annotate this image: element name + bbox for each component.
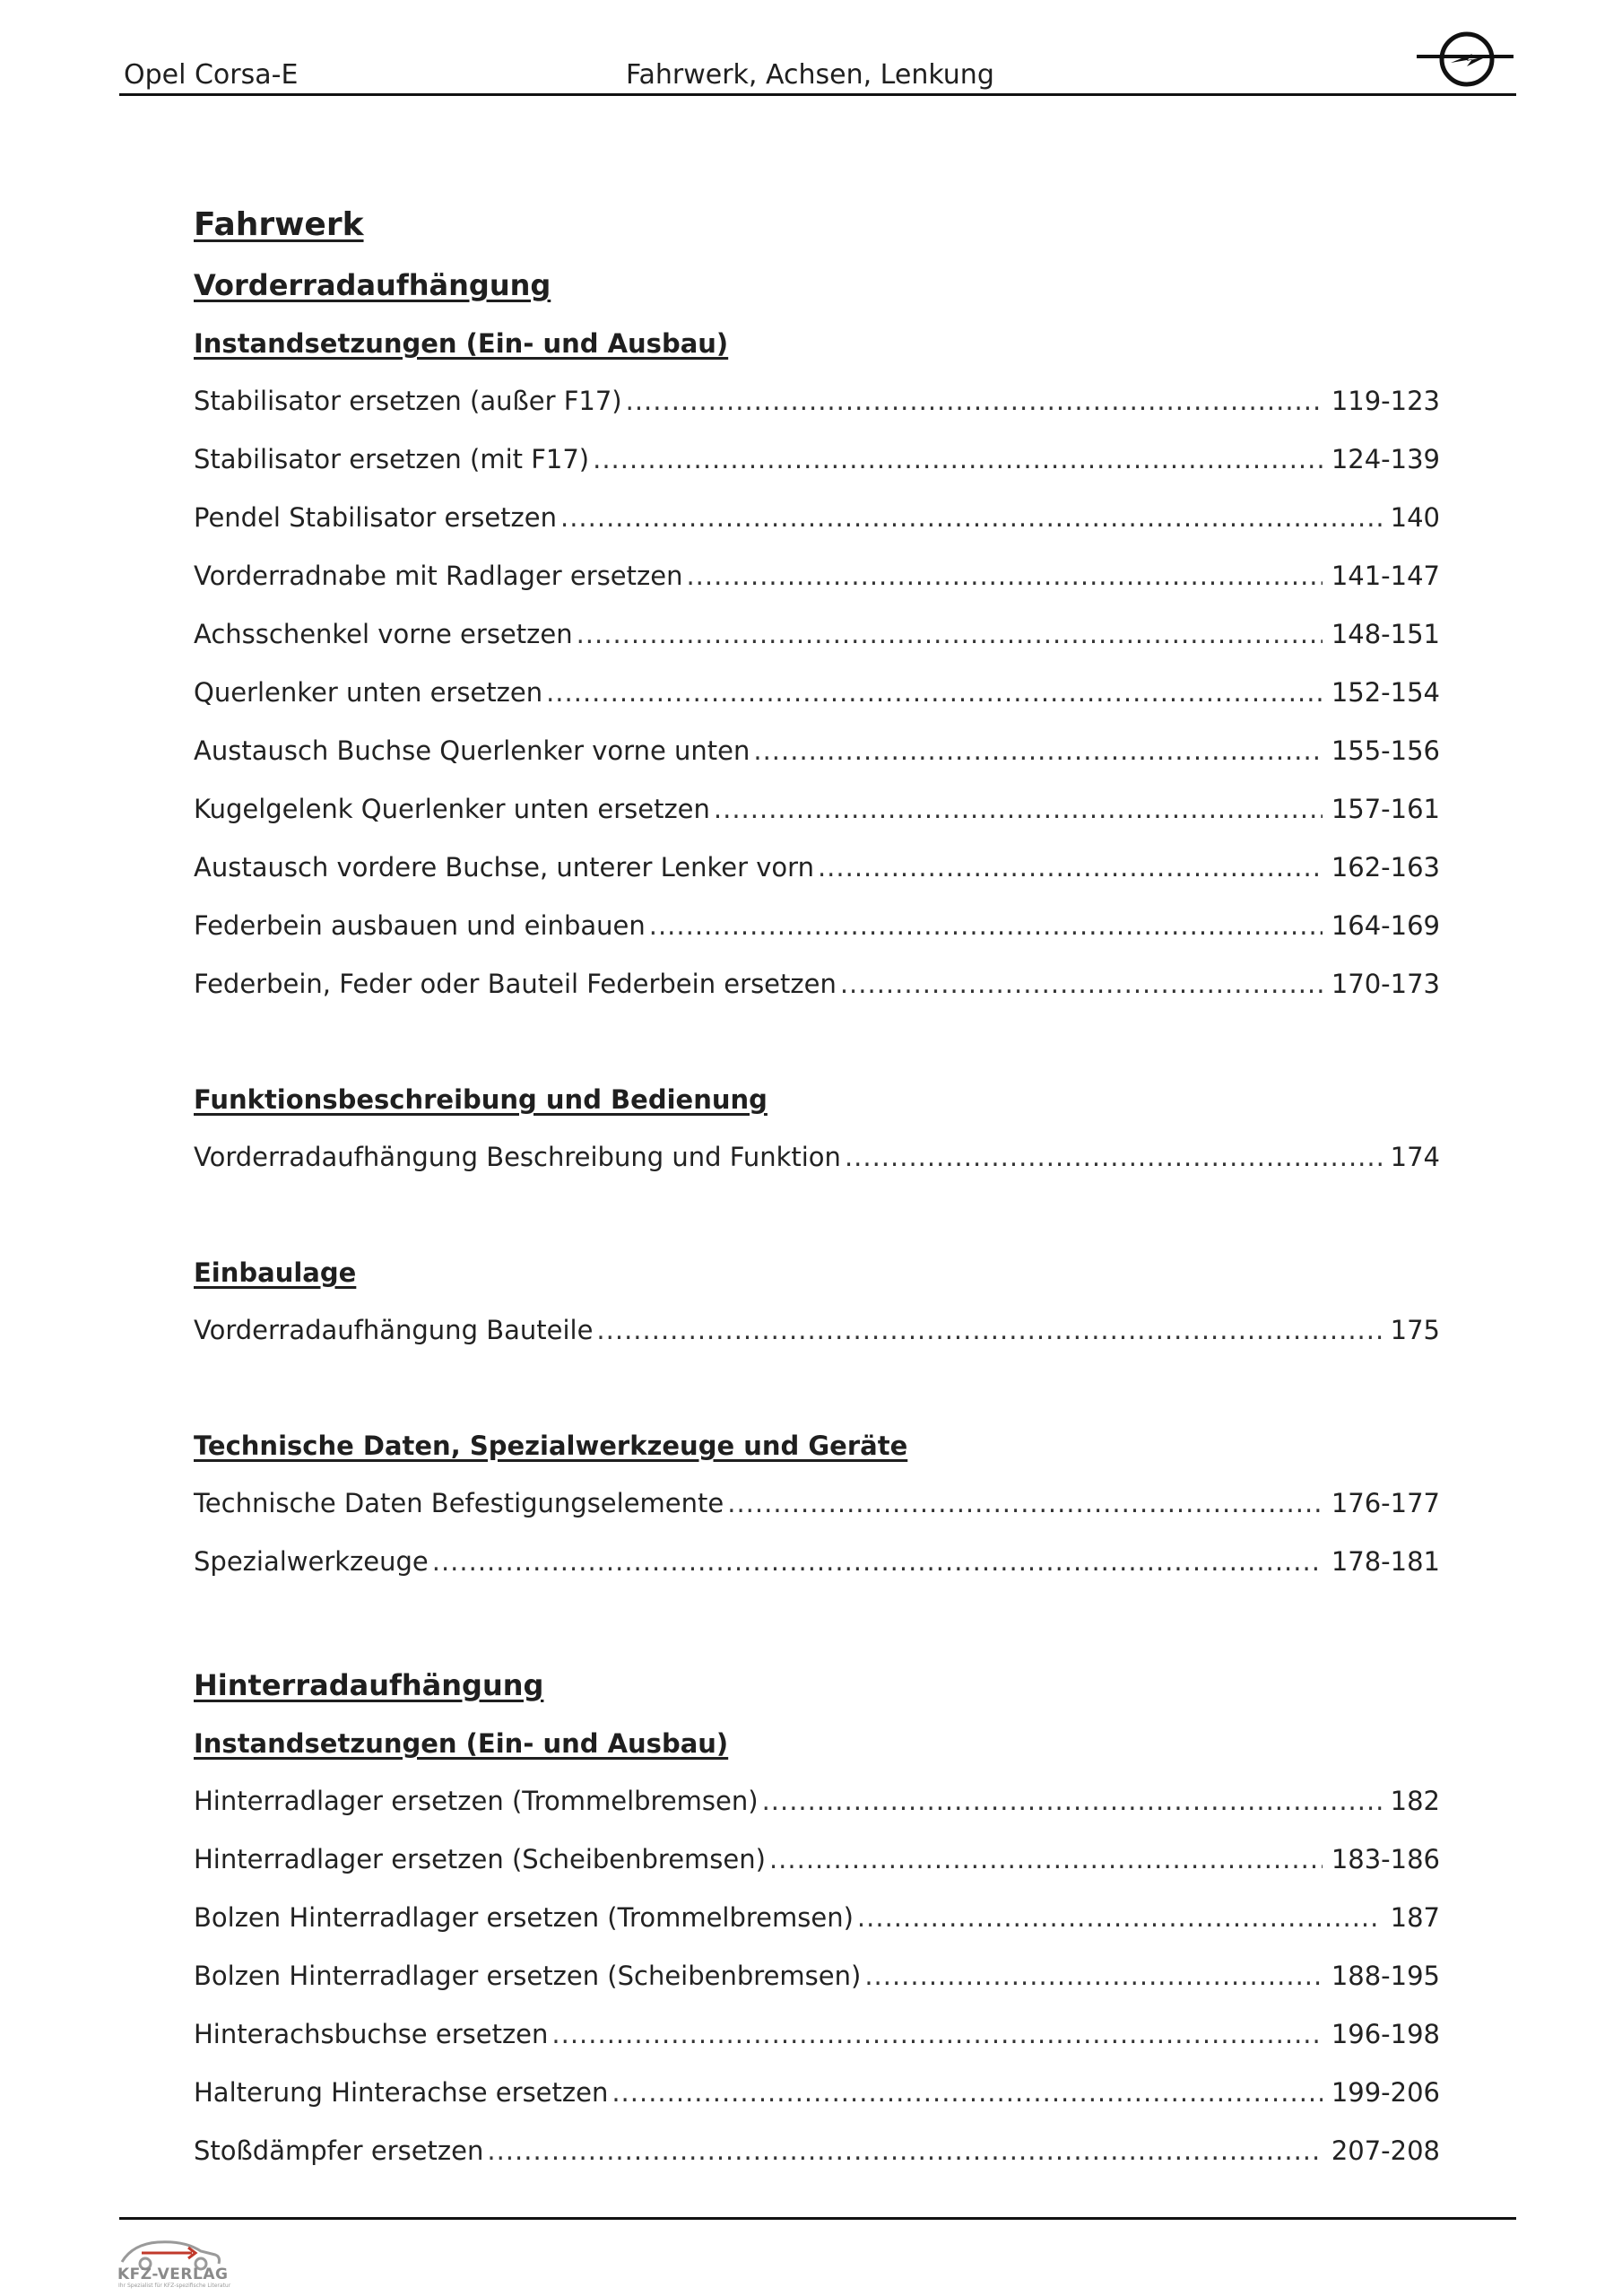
toc-page: 175 <box>1390 1315 1440 1345</box>
footer-logo-text: KFZ-VERLAG <box>117 2266 229 2283</box>
toc-leader <box>560 489 1382 547</box>
header-model: Opel Corsa-E <box>124 59 299 91</box>
toc-page: 148-151 <box>1331 619 1440 649</box>
toc-entry[interactable] <box>194 955 1440 1013</box>
toc-entry-text: Bolzen Hinterradlager ersetzen (Scheibenbremsen) <box>194 1961 862 1991</box>
footer-tagline: Ihr Spezialist für KFZ-spezifische Literatur <box>118 2283 231 2289</box>
toc-page: 196-198 <box>1331 2019 1440 2049</box>
toc-page: 140 <box>1390 502 1440 533</box>
toc-entry[interactable] <box>194 2005 1440 2064</box>
toc-leader <box>612 2064 1322 2122</box>
toc-leader <box>432 1533 1323 1591</box>
toc-entry-text: Federbein, Feder oder Bauteil Federbein ersetzen <box>194 969 837 999</box>
toc-entry-text: Hinterradlager ersetzen (Trommelbremsen) <box>194 1786 759 1816</box>
toc-entry-text: Hinterachsbuchse ersetzen <box>194 2019 549 2049</box>
toc-entry-text: Hinterradlager ersetzen (Scheibenbremsen) <box>194 1844 766 1874</box>
subsection-title-rear: Hinterradaufhängung <box>194 1668 544 1702</box>
toc-leader <box>487 2122 1322 2180</box>
toc-page: 162-163 <box>1331 852 1440 883</box>
toc-entry-text: Stoßdämpfer ersetzen <box>194 2135 484 2166</box>
subsection-title-front: Vorderradaufhängung <box>194 268 551 302</box>
toc-page: 141-147 <box>1331 561 1440 591</box>
toc-entry[interactable] <box>194 1772 1440 1831</box>
toc-entry-text: Austausch vordere Buchse, unterer Lenker vorn <box>194 852 814 883</box>
toc-entry[interactable] <box>194 1474 1440 1533</box>
toc-page: 164-169 <box>1331 910 1440 941</box>
toc-entry-text: Vorderradnabe mit Radlager ersetzen <box>194 561 683 591</box>
toc-leader <box>762 1772 1382 1831</box>
section-title: Fahrwerk <box>194 206 364 243</box>
toc-entry[interactable] <box>194 780 1440 839</box>
toc-leader <box>686 547 1322 605</box>
toc-leader <box>753 722 1322 780</box>
toc-leader <box>769 1831 1323 1889</box>
toc-entry[interactable] <box>194 722 1440 780</box>
toc-page: 183-186 <box>1331 1844 1440 1874</box>
table-of-contents <box>194 184 1440 2180</box>
toc-entry-text: Achsschenkel vorne ersetzen <box>194 619 573 649</box>
opel-blitz-logo-icon <box>1415 27 1515 91</box>
toc-entry-text: Pendel Stabilisator ersetzen <box>194 502 557 533</box>
toc-leader <box>649 897 1323 955</box>
toc-entry[interactable] <box>194 1533 1440 1591</box>
toc-leader <box>626 372 1323 430</box>
toc-page: 188-195 <box>1331 1961 1440 1991</box>
toc-entry[interactable] <box>194 547 1440 605</box>
toc-page: 152-154 <box>1331 677 1440 708</box>
toc-leader <box>857 1889 1382 1947</box>
toc-entry-text: Bolzen Hinterradlager ersetzen (Trommelbremsen) <box>194 1902 854 1933</box>
toc-entry-text: Austausch Buchse Querlenker vorne unten <box>194 735 750 766</box>
front-repairs-list <box>194 372 1440 1013</box>
toc-leader <box>727 1474 1323 1533</box>
spacer <box>194 1013 1440 1071</box>
spacer <box>194 1360 1440 1417</box>
toc-leader <box>840 955 1323 1013</box>
toc-leader <box>596 1301 1381 1360</box>
toc-entry[interactable] <box>194 1128 1440 1187</box>
toc-page: 155-156 <box>1331 735 1440 766</box>
toc-entry-text: Halterung Hinterachse ersetzen <box>194 2077 609 2108</box>
toc-entry[interactable] <box>194 430 1440 489</box>
toc-entry[interactable] <box>194 897 1440 955</box>
toc-entry-text: Querlenker unten ersetzen <box>194 677 543 708</box>
group-heading-rear-repairs: Instandsetzungen (Ein- und Ausbau) <box>194 1728 729 1759</box>
toc-entry-text: Vorderradaufhängung Beschreibung und Funktion <box>194 1142 841 1172</box>
toc-page: 199-206 <box>1331 2077 1440 2108</box>
toc-leader <box>864 1947 1323 2005</box>
toc-entry[interactable] <box>194 605 1440 664</box>
toc-entry-text: Kugelgelenk Querlenker unten ersetzen <box>194 794 710 824</box>
group-heading-front-techdata: Technische Daten, Spezialwerkzeuge und Geräte <box>194 1431 908 1461</box>
spacer <box>194 1591 1440 1656</box>
toc-page: 174 <box>1390 1142 1440 1172</box>
toc-page: 178-181 <box>1331 1546 1440 1577</box>
header-chapter: Fahrwerk, Achsen, Lenkung <box>626 59 994 91</box>
toc-page: 176-177 <box>1331 1488 1440 1518</box>
toc-leader <box>546 664 1323 722</box>
toc-leader <box>551 2005 1322 2064</box>
toc-entry[interactable] <box>194 2064 1440 2122</box>
group-heading-front-installation: Einbaulage <box>194 1257 357 1288</box>
toc-leader <box>845 1128 1382 1187</box>
spacer <box>194 1187 1440 1244</box>
toc-page: 182 <box>1390 1786 1440 1816</box>
toc-entry[interactable] <box>194 1947 1440 2005</box>
toc-entry-text: Stabilisator ersetzen (mit F17) <box>194 444 590 474</box>
toc-leader <box>577 605 1323 664</box>
toc-entry[interactable] <box>194 1831 1440 1889</box>
toc-page: 119-123 <box>1331 386 1440 416</box>
toc-entry[interactable] <box>194 664 1440 722</box>
footer-rule <box>119 2217 1516 2220</box>
toc-page: 170-173 <box>1331 969 1440 999</box>
toc-page: 124-139 <box>1331 444 1440 474</box>
toc-page: 207-208 <box>1331 2135 1440 2166</box>
group-heading-front-function: Funktionsbeschreibung und Bedienung <box>194 1084 768 1115</box>
rear-repairs-list <box>194 1772 1440 2180</box>
toc-entry[interactable] <box>194 1889 1440 1947</box>
toc-entry[interactable] <box>194 372 1440 430</box>
toc-entry[interactable] <box>194 2122 1440 2180</box>
toc-entry[interactable] <box>194 839 1440 897</box>
toc-entry-text: Spezialwerkzeuge <box>194 1546 429 1577</box>
toc-entry[interactable] <box>194 1301 1440 1360</box>
header-rule <box>119 93 1516 96</box>
toc-leader <box>818 839 1323 897</box>
toc-page: 187 <box>1390 1902 1440 1933</box>
group-heading-front-repairs: Instandsetzungen (Ein- und Ausbau) <box>194 328 729 359</box>
toc-entry-text: Federbein ausbauen und einbauen <box>194 910 646 941</box>
toc-leader <box>714 780 1323 839</box>
toc-entry-text: Technische Daten Befestigungselemente <box>194 1488 724 1518</box>
toc-leader <box>593 430 1323 489</box>
toc-entry-text: Vorderradaufhängung Bauteile <box>194 1315 594 1345</box>
toc-entry[interactable] <box>194 489 1440 547</box>
toc-entry-text: Stabilisator ersetzen (außer F17) <box>194 386 622 416</box>
toc-page: 157-161 <box>1331 794 1440 824</box>
